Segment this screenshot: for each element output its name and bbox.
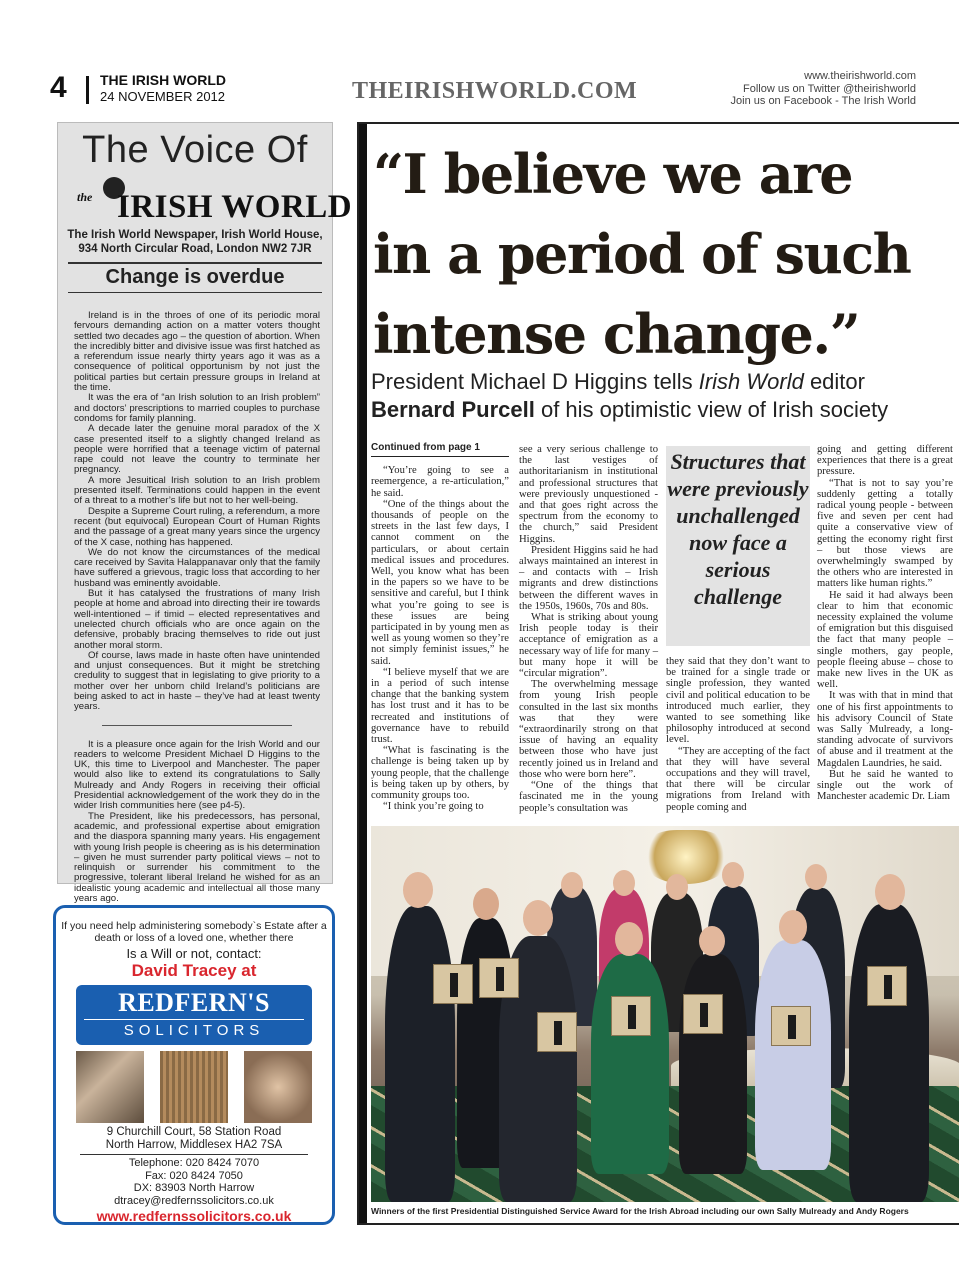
editorial-address — [58, 228, 332, 256]
person-head — [615, 922, 643, 956]
photo-caption: Winners of the first Presidential Distinguished Service Award for the Irish Abroad including our own Sally Mulready and Andy Rogers — [371, 1206, 909, 1216]
person-head — [666, 874, 688, 900]
paragraph: The overwhelming message from young Irish people consulted in the last six months was that they were “extraordinarily strong on that issue of having an equality between those who have just recently joined us in Ireland and those who were born here”. — [519, 679, 658, 780]
person — [755, 940, 831, 1170]
continued-label[interactable]: Continued from page 1 — [371, 442, 509, 457]
logo-wordmark: IRISH WORLD — [117, 189, 353, 225]
standfirst-author: Bernard Purcell — [371, 397, 535, 422]
website-link[interactable]: www.theirishworld.com — [804, 70, 916, 82]
person-head — [473, 888, 499, 920]
award-plaque — [537, 1012, 577, 1052]
person — [385, 906, 455, 1202]
paragraph: “What is fascinating is the challenge is being taken up by young people, that the challenge is being taken up by others, by community groups too. — [371, 745, 509, 802]
award-winners-photo — [371, 826, 959, 1202]
site-banner: THEIRISHWORLD.COM — [352, 78, 638, 104]
paragraph: It was with that in mind that one of his first appointments to his advisory Council of State was Sally Mulready, a long-standing advocate of survivors of abuse and il treatment at the Magdalen Laundries, he said. — [817, 690, 953, 769]
advert-brand — [76, 985, 312, 1045]
paragraph: But it has catalysed the frustrations of many Irish people at home and abroad into directing their ire towards well-intentioned – if timid – elected representatives and unelected church officials who are once again on the defensive, probably bracing themselves to ride out just another moral storm. — [74, 588, 320, 651]
person — [591, 954, 669, 1174]
paragraph: “One of the things that fascinated me in the young people’s consultation was — [519, 780, 658, 814]
advert-address — [56, 1126, 332, 1152]
paragraph: It was the era of “an Irish solution to an Irish problem” and doctors’ prescriptions to married couples to purchase condoms for family planning. — [74, 392, 320, 424]
person-head — [779, 910, 807, 944]
paragraph: He said it had always been clear to him that economic necessity explained the volume of emigration but this disguised the fact that many people – single mothers, gay people, people fleeing abuse – chose to make new lives in the UK as well. — [817, 589, 953, 691]
award-plaque — [771, 1006, 811, 1046]
social-links — [731, 70, 916, 108]
advert-photo — [160, 1051, 228, 1123]
award-plaque — [683, 994, 723, 1034]
paragraph: A more Jesuitical Irish solution to an Irish problem presented itself. Terminations could happen in the event of a threat to a mother’s life but not to her well-being. — [74, 474, 320, 507]
award-plaque — [611, 996, 651, 1036]
chandelier — [641, 830, 731, 884]
advert-telephone: Telephone: 020 8424 7070 — [128, 1157, 260, 1169]
headline-line: intense change.” — [373, 302, 860, 366]
headline-line: “I believe we are — [373, 142, 853, 206]
paragraph: What is striking about young Irish people today is their acceptance of emigration as a necessary way of life for many – but many hope it will be “circular migration”. — [519, 612, 658, 680]
advert-contact-name: David Tracey at — [131, 961, 257, 980]
advert-contact-details — [56, 1157, 332, 1207]
page-number: 4 — [50, 71, 67, 104]
editorial-headline: Change is overdue — [105, 266, 285, 288]
paper-name: THE IRISH WORLD — [100, 72, 226, 88]
address-line: 934 North Circular Road, London NW2 7JR — [78, 243, 312, 255]
person — [679, 954, 747, 1174]
paragraph: The President, like his predecessors, has personal, academic, and professional expertise about emigration and the diaspora spanning many years. His engagement with young Irish people is cheering as is his determination – given he must surrender party political views – not to relinquish or surrender his commitment to the progressive, tolerant liberal Ireland he wished for as an idealistic young academic and intellectual all those many years ago. — [74, 810, 320, 905]
person-head — [875, 874, 905, 910]
paragraph: “They are accepting of the fact that they will have several occupations and they will travel, that there will be circular migrations from Ireland with people coming and — [666, 745, 810, 813]
person-head — [523, 900, 553, 936]
address-line: North Harrow, Middlesex HA2 7SA — [105, 1139, 283, 1151]
header-divider — [86, 76, 89, 104]
article-column-3 — [666, 656, 810, 813]
paragraph: “I believe myself that we are in a period of such intense change that the banking system has lost trust and it has to be recreated and institutions of governance have to rebuild trust. — [371, 666, 509, 746]
divider — [102, 725, 292, 726]
advert-dx: DX: 83903 North Harrow — [133, 1182, 255, 1194]
address-line: The Irish World Newspaper, Irish World House, — [67, 229, 323, 241]
person-head — [561, 872, 583, 898]
paragraph: Despite a Supreme Court ruling, a referendum, a more recent (but equivocal) European Court of Human Rights and the passage of a great many years since the urgency of the X case, nothing has happened. — [74, 505, 320, 548]
paragraph: going and getting different experiences that there is a great pressure. — [817, 444, 953, 478]
paragraph: President Higgins said he had always maintained an interest in – and contacts with – Irish migrants and drew distinctions between the different waves in the 1950s, 1960s, 70s and 80s. — [519, 544, 658, 612]
award-plaque — [479, 958, 519, 998]
brand-subtitle: SOLICITORS — [84, 1019, 304, 1039]
paragraph: Of course, laws made in haste often have unintended and unjust consequences. But it might be stretching credulity to suggest that in legislating to give priority to a mother over her unborn child Ireland’s politicians are being asked to act in haste – they’ve had at least twenty years. — [74, 649, 320, 713]
editorial-title: The Voice Of — [82, 129, 308, 171]
advert-fax: Fax: 020 8424 7050 — [145, 1169, 243, 1182]
article-column-2 — [519, 444, 658, 814]
award-plaque — [433, 964, 473, 1004]
person-head — [699, 926, 725, 956]
person — [849, 904, 929, 1202]
paragraph: see a very serious challenge to the last vestiges of authoritarianism in institutional and professional structures that were previously unquestioned - and that goes right across the spectrum from the economy to the church,” said President Higgins. — [519, 444, 658, 545]
pull-quote: Structures that were previously unchallenged now face a serious challenge — [666, 446, 810, 646]
paragraph: A decade later the genuine moral paradox of the X case presented itself to a slightly changed Ireland as people were horrified that a teenage victim of paternal rape could not leave the country to terminate her pregnancy. — [74, 423, 320, 476]
facebook-link[interactable]: Join us on Facebook - The Irish World — [730, 95, 916, 107]
advert-photo — [244, 1051, 312, 1123]
standfirst-text: President Michael D Higgins tells — [371, 369, 699, 394]
advert-photo — [76, 1051, 144, 1123]
divider — [80, 1154, 308, 1155]
article-column-1 — [371, 442, 509, 813]
article-side-bar — [359, 124, 367, 1223]
solicitor-advert[interactable] — [53, 905, 335, 1225]
person-head — [805, 864, 827, 890]
divider — [68, 262, 322, 264]
issue-date: 24 NOVEMBER 2012 — [100, 89, 226, 104]
award-plaque — [867, 966, 907, 1006]
person-head — [722, 862, 744, 888]
advert-intro: If you need help administering somebody`s Estate after a death or loss of a loved one, whether there — [61, 920, 327, 944]
article-standfirst — [371, 368, 961, 424]
paragraph: Ireland is in the throes of one of its periodic moral fervours demanding action on a matter voters thought settled two decades ago – the question of abortion. When the incredibly bitter and divisive issue was first hatched as a referendum issue nearly thirty years ago it was as a consequence of political opportunism by not just the political parties but certain pressure groups in Ireland at the time. — [74, 310, 320, 394]
main-article — [357, 122, 959, 1225]
advert-photos — [76, 1051, 312, 1123]
paragraph: “I think you’re going to — [383, 801, 484, 813]
irish-world-logo — [77, 176, 353, 226]
paragraph: “One of the things about the thousands of people on the streets in the last few days, I cannot comment on the particulars, or about certain medical issues and procedures. Well, you know what has been in the papers so we have to be sensitive and careful, but I think what you’re going to see is these issues are being participated in by young men as well as young women so they’re not simply feminist issues,” he said. — [371, 498, 509, 667]
logo-the: the — [77, 190, 93, 204]
brand-name: REDFERN'S — [118, 988, 270, 1017]
paragraph: It is a pleasure once again for the Irish World and our readers to welcome President Michael D Higgins to the UK, this time to Liverpool and Manchester. The paper would also like to extend its congratulations to Sally Mulready and Andy Rogers in receiving their official Presidential acknowledgement of the work they do in the wider Irish communities here (see p4-5). — [74, 738, 320, 812]
paragraph: “That is not to say you’re suddenly getting a totally radical young people - between five and seven per cent had quite a conservative view of getting the economy right first – but those views are overwhelmingly swamped by the others who are interested in matters like human rights.” — [817, 477, 953, 590]
standfirst-publication: Irish World — [698, 369, 804, 394]
address-line: 9 Churchill Court, 58 Station Road — [106, 1126, 282, 1138]
advert-website[interactable]: www.redfernssolicitors.co.uk — [96, 1208, 292, 1224]
editorial-box — [57, 122, 353, 905]
paragraph: they said that they don’t want to be trained for a single trade or single profession, they wanted civil and political education to be introduced much earlier, they wanted to see something like philosophy introduced at second level. — [666, 656, 810, 746]
page-header — [50, 68, 916, 110]
article-column-4 — [817, 444, 953, 803]
person-head — [613, 870, 635, 896]
paragraph: We do not know the circumstances of the medical care received by Savita Halappanavar only that the family have suffered a grievous, tragic loss that according to her husband was eminently avoidable. — [74, 546, 320, 589]
standfirst-text: editor — [803, 369, 865, 394]
advert-will-line: Is a Will or not, contact: — [126, 946, 262, 961]
advert-email[interactable]: dtracey@redfernssolicitors.co.uk — [114, 1194, 274, 1207]
paragraph: But he said he wanted to single out the work of Manchester academic Dr. Liam — [817, 768, 953, 803]
paragraph: “You’re going to see a reemergence, a re-articulation,” he said. — [371, 465, 509, 499]
twitter-link[interactable]: Follow us on Twitter @theirishworld — [743, 82, 916, 95]
editorial-body — [58, 293, 332, 904]
headline-line: in a period of such — [373, 222, 911, 286]
standfirst-text: of his optimistic view of Irish society — [534, 397, 889, 422]
person-head — [403, 872, 433, 908]
article-headline — [373, 134, 910, 374]
